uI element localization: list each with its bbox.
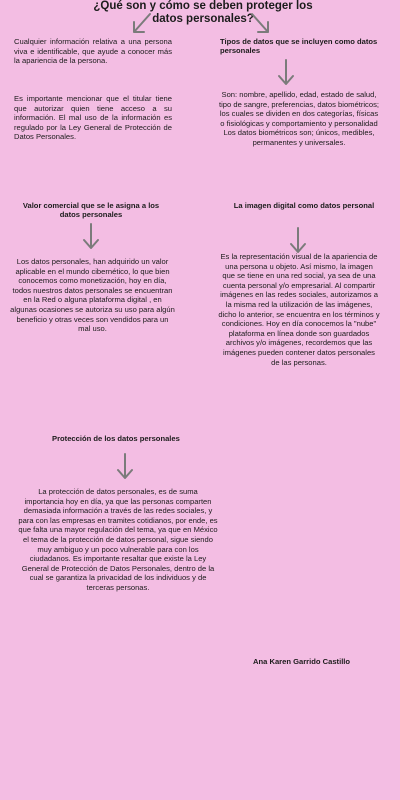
- proteccion-heading: Protección de los datos personales: [52, 434, 180, 443]
- arrow-down-icon: [81, 222, 101, 252]
- proteccion-text: La protección de datos personales, es de suma importancia hoy en día, ya que las personas comparten demasiada información a través de las redes sociales, y para con las empresas en tramites cotidianos, por ende, es que falta una mayor regulación del tema, ya que en México el tema de la protección de datos personal, sigue siendo muy ambiguo y un poco vulnerable para con los ciudadanos. Es importante resaltar que existe la Ley General de Protección de Datos Personales, dentro de la cual se garantiza la privacidad de los individuos y de terceras personas.: [18, 487, 218, 592]
- arrow-down-icon: [115, 452, 135, 482]
- valor-heading: Valor comercial que se le asigna a los datos personales: [22, 201, 160, 219]
- authorization-paragraph: Es importante mencionar que el titular tiene que autorizar quien tiene acceso a su información. El mal uso de la información es regulado por la Ley General de Protección de Datos Personales.: [14, 94, 172, 142]
- imagen-heading: La imagen digital como datos personal: [233, 201, 375, 210]
- arrow-down-left-icon: [128, 12, 152, 36]
- page-title: ¿Qué son y cómo se deben proteger los datos personales?: [93, 0, 313, 25]
- tipos-text: Son: nombre, apellido, edad, estado de salud, tipo de sangre, preferencias, datos biométricos; los cuales se dividen en dos categorías, físicas o fisiológicas y comportamiento y personalidad Los datos biométricos son; únicos, medibles, permanentes y universales.: [219, 90, 379, 147]
- valor-text: Los datos personales, han adquirido un valor aplicable en el mundo cibernético, lo que bien conocemos como monetización, hoy en día, todos nuestros datos personales se encuentran en la Red o alguna plataforma digital , en algunas ocasiones se autoriza su uso para algún beneficio y otras veces son vendidos para un mal uso.: [10, 257, 175, 334]
- tipos-heading: Tipos de datos que se incluyen como datos personales: [220, 37, 378, 55]
- arrow-down-right-icon: [250, 12, 274, 36]
- arrow-down-icon: [276, 58, 296, 88]
- definition-paragraph: Cualquier información relativa a una persona viva e identificable, que ayude a conocer más la apariencia de la persona.: [14, 37, 172, 66]
- author-name: Ana Karen Garrido Castillo: [253, 657, 351, 666]
- imagen-text: Es la representación visual de la apariencia de una persona u objeto. Así mismo, la imagen que se tiene en una red social, ya sea de una cuenta personal y/o empresarial. Al compartir imágenes en las redes sociales, autorizamos a la misma red la utilización de las imágenes, dicho lo anterior, se encuentra en los términos y condiciones. Hoy en día conocemos la "nube" plataforma en línea donde son guardados archivos y/o imágenes, recordemos que las imágenes pueden contener datos personales de las personas.: [218, 252, 380, 367]
